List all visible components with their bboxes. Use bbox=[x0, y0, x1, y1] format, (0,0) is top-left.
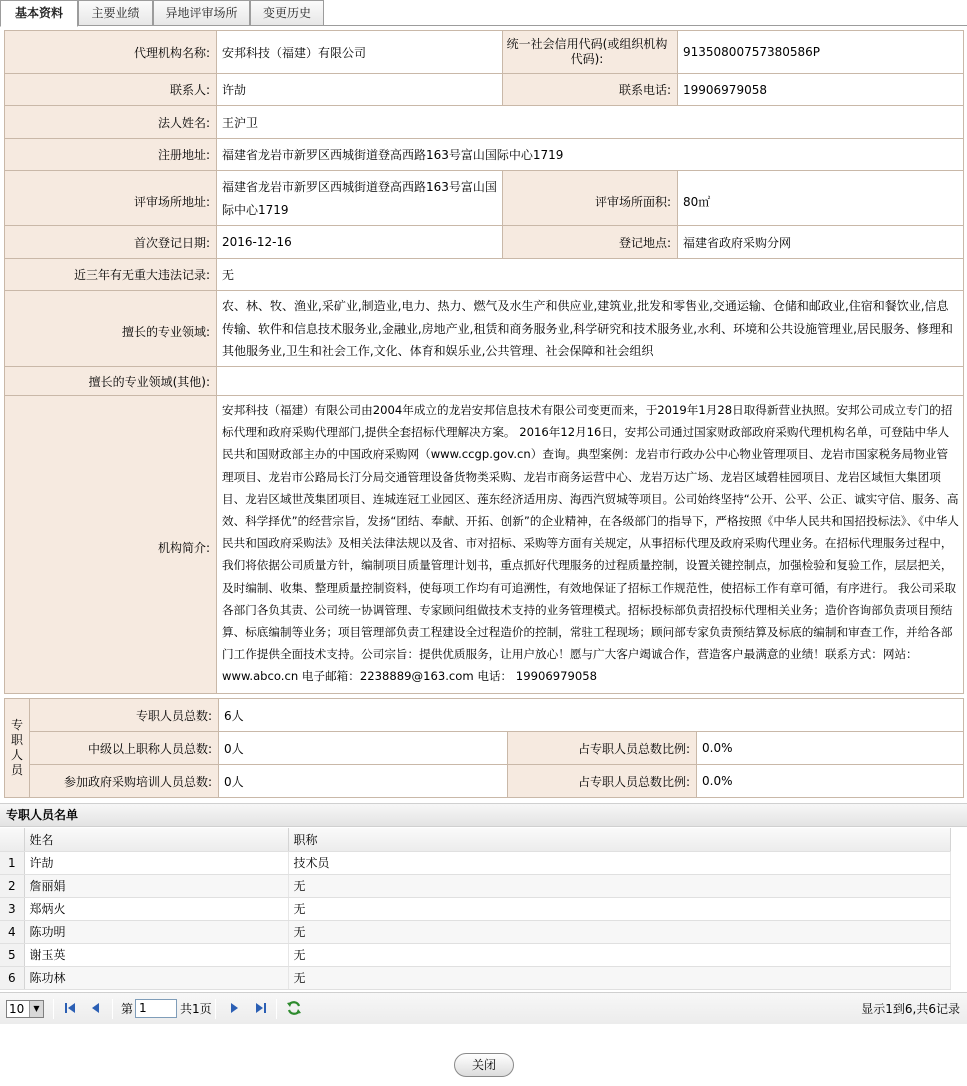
row-number: 1 bbox=[0, 851, 24, 874]
grid-header-row bbox=[0, 828, 950, 851]
phone-value: 19906979058 bbox=[678, 74, 964, 106]
staff-title-cell: 无 bbox=[288, 966, 950, 989]
row-number: 4 bbox=[0, 920, 24, 943]
pager-separator bbox=[53, 999, 54, 1019]
fields-other-label: 擅长的专业领域(其他): bbox=[5, 367, 217, 396]
grid-header-rownum bbox=[0, 828, 24, 851]
fields-label: 擅长的专业领域: bbox=[5, 291, 217, 367]
staff-name-cell: 谢玉英 bbox=[24, 943, 288, 966]
violation-value: 无 bbox=[217, 259, 964, 291]
staff-list-grid bbox=[0, 828, 951, 990]
pager-separator bbox=[215, 999, 216, 1019]
mid-title-label: 中级以上职称人员总数: bbox=[30, 732, 219, 765]
intro-label: 机构简介: bbox=[5, 396, 217, 694]
staff-title-cell: 无 bbox=[288, 897, 950, 920]
review-address-value: 福建省龙岩市新罗区西城街道登高西路163号富山国际中心1719 bbox=[217, 171, 503, 226]
table-row[interactable] bbox=[0, 874, 950, 897]
column-header-title[interactable]: 职称 bbox=[288, 828, 950, 851]
mid-title-value: 0人 bbox=[219, 732, 508, 765]
reg-place-label: 登记地点: bbox=[503, 226, 678, 259]
legal-name-label: 法人姓名: bbox=[5, 106, 217, 139]
reg-address-label: 注册地址: bbox=[5, 139, 217, 171]
staff-name-cell: 陈功明 bbox=[24, 920, 288, 943]
pager-info-text: 显示1到6,共6记录 bbox=[861, 1002, 960, 1016]
staff-title-cell: 无 bbox=[288, 920, 950, 943]
credit-code-label: 统一社会信用代码(或组织机构代码): bbox=[503, 31, 678, 74]
tab-change-history[interactable]: 变更历史 bbox=[250, 0, 324, 26]
reg-address-value: 福建省龙岩市新罗区西城街道登高西路163号富山国际中心1719 bbox=[217, 139, 964, 171]
staff-title-cell: 技术员 bbox=[288, 851, 950, 874]
staff-name-cell: 许劼 bbox=[24, 851, 288, 874]
staff-side-label: 专职人员 bbox=[5, 699, 30, 798]
first-reg-date-value: 2016-12-16 bbox=[217, 226, 503, 259]
contact-label: 联系人: bbox=[5, 74, 217, 106]
table-row[interactable] bbox=[0, 897, 950, 920]
pager-separator bbox=[112, 999, 113, 1019]
chevron-down-icon[interactable]: ▼ bbox=[29, 1001, 43, 1017]
pagination-bar bbox=[0, 992, 967, 1024]
contact-value: 许劼 bbox=[217, 74, 503, 106]
reg-place-value: 福建省政府采购分网 bbox=[678, 226, 964, 259]
staff-name-cell: 陈功林 bbox=[24, 966, 288, 989]
page-size-value: 10 bbox=[9, 1002, 25, 1016]
tab-remote-review-site[interactable]: 异地评审场所 bbox=[153, 0, 250, 26]
first-reg-date-label: 首次登记日期: bbox=[5, 226, 217, 259]
agency-name-value: 安邦科技（福建）有限公司 bbox=[217, 31, 503, 74]
agency-name-label: 代理机构名称: bbox=[5, 31, 217, 74]
mid-ratio-value: 0.0% bbox=[697, 732, 964, 765]
staff-name-cell: 郑炳火 bbox=[24, 897, 288, 920]
page-size-select[interactable] bbox=[6, 1000, 44, 1018]
training-value: 0人 bbox=[219, 765, 508, 798]
refresh-icon[interactable] bbox=[285, 1000, 303, 1018]
training-label: 参加政府采购培训人员总数: bbox=[30, 765, 219, 798]
basic-info-table bbox=[4, 30, 964, 694]
row-number: 6 bbox=[0, 966, 24, 989]
tab-bar bbox=[0, 0, 967, 26]
staff-total-label: 专职人员总数: bbox=[30, 699, 219, 732]
mid-ratio-label: 占专职人员总数比例: bbox=[508, 732, 697, 765]
review-area-label: 评审场所面积: bbox=[503, 171, 678, 226]
pager-separator bbox=[276, 999, 277, 1019]
credit-code-value: 91350800757380586P bbox=[678, 31, 964, 74]
last-page-icon[interactable] bbox=[253, 1001, 269, 1017]
column-header-name[interactable]: 姓名 bbox=[24, 828, 288, 851]
staff-name-cell: 詹丽娟 bbox=[24, 874, 288, 897]
fields-value: 农、林、牧、渔业,采矿业,制造业,电力、热力、燃气及水生产和供应业,建筑业,批发和零售业,交通运输、仓储和邮政业,住宿和餐饮业,信息传输、软件和信息技术服务业,金融业,房地产业,租赁和商务服务业,科学研究和技术服务业,水利、环境和公共设施管理业,居民服务、修理和其他服务业,卫生和社会工作,文化、体育和娱乐业,公共管理、社会保障和社会组织 bbox=[217, 291, 964, 367]
page-prefix-text: 第 bbox=[121, 1002, 134, 1016]
review-address-label: 评审场所地址: bbox=[5, 171, 217, 226]
tab-main-performance[interactable]: 主要业绩 bbox=[78, 0, 153, 26]
staff-total-value: 6人 bbox=[219, 699, 964, 732]
next-page-icon[interactable] bbox=[226, 1001, 242, 1017]
page-total-text: 共1页 bbox=[180, 1002, 212, 1016]
first-page-icon[interactable] bbox=[62, 1001, 78, 1017]
tab-basic-info[interactable]: 基本资料 bbox=[0, 0, 78, 27]
close-button[interactable]: 关闭 bbox=[454, 1053, 514, 1077]
violation-label: 近三年有无重大违法记录: bbox=[5, 259, 217, 291]
table-row[interactable] bbox=[0, 943, 950, 966]
review-area-value: 80㎡ bbox=[678, 171, 964, 226]
row-number: 3 bbox=[0, 897, 24, 920]
staff-summary-table bbox=[4, 698, 964, 798]
page-number-input[interactable]: 1 bbox=[135, 999, 177, 1018]
table-row[interactable] bbox=[0, 966, 950, 989]
staff-title-cell: 无 bbox=[288, 943, 950, 966]
legal-name-value: 王沪卫 bbox=[217, 106, 964, 139]
row-number: 5 bbox=[0, 943, 24, 966]
training-ratio-label: 占专职人员总数比例: bbox=[508, 765, 697, 798]
row-number: 2 bbox=[0, 874, 24, 897]
training-ratio-value: 0.0% bbox=[697, 765, 964, 798]
staff-title-cell: 无 bbox=[288, 874, 950, 897]
table-row[interactable] bbox=[0, 920, 950, 943]
prev-page-icon[interactable] bbox=[88, 1001, 104, 1017]
phone-label: 联系电话: bbox=[503, 74, 678, 106]
table-row[interactable] bbox=[0, 851, 950, 874]
fields-other-value bbox=[217, 367, 964, 396]
staff-list-title: 专职人员名单 bbox=[0, 803, 967, 827]
intro-value: 安邦科技（福建）有限公司由2004年成立的龙岩安邦信息技术有限公司变更而来，于2019年1月28日取得新营业执照。安邦公司成立专门的招标代理和政府采购代理部门,提供全套招标代理解决方案。 2016年12月16日，安邦公司通过国家财政部政府采购代理机构名单，可登陆中华人民共和国财政部主办的中国政府采购网（www.ccgp.gov.cn）查询。典型案例：龙岩市行政办公中心物业管理项目、龙岩市国家税务局物业管理项目、龙岩市公路局长汀分局交通管理设备货物类采购、龙岩市商务运营中心、龙岩万达广场、龙岩区域碧桂园项目、龙岩区域恒大集团项目、龙岩区域世茂集团项目、连城连冠工业园区、莲东经济适用房、海西汽贸城等项目。公司始终坚持“公开、公平、公正、诚实守信、服务、高效、科学择优”的经营宗旨，发扬“团结、奉献、开拓、创新”的企业精神，在各级部门的指导下，严格按照《中华人民共和国招投标法》、《中华人民共和国政府采购法》及相关法律法规以及省、市对招标、采购等方面有关规定，从事招标代理及政府采购代理业务。在招标代理服务过程中，我们将依据公司质量方针，编制项目质量管理计划书，重点抓好代理服务的过程质量控制，设置关键控制点，加强检验和复验工作，层层把关，及时编制、收集、整理质量控制资料，使每项工作均有可追溯性，有效地保证了招标工作规范性，使招标工作有章可循，有序进行。 我公司采取各部门各负其责、公司统一协调管理、专家顾问组做技术支持的业务管理模式。招标投标部负责招投标代理相关业务；造价咨询部负责项目预结算、标底编制等业务；项目管理部负责工程建设全过程造价的控制，常驻工程现场；顾问部专家负责预结算及标底的编制和审查工作，并给各部门工作提供全面技术支持。公司宗旨：提供优质服务，让用户放心！愿与广大客户竭诚合作，营造客户最满意的业绩！联系方式：网站： www.abco.cn 电子邮箱：2238889@163.com 电话： 19906979058 bbox=[217, 396, 964, 694]
